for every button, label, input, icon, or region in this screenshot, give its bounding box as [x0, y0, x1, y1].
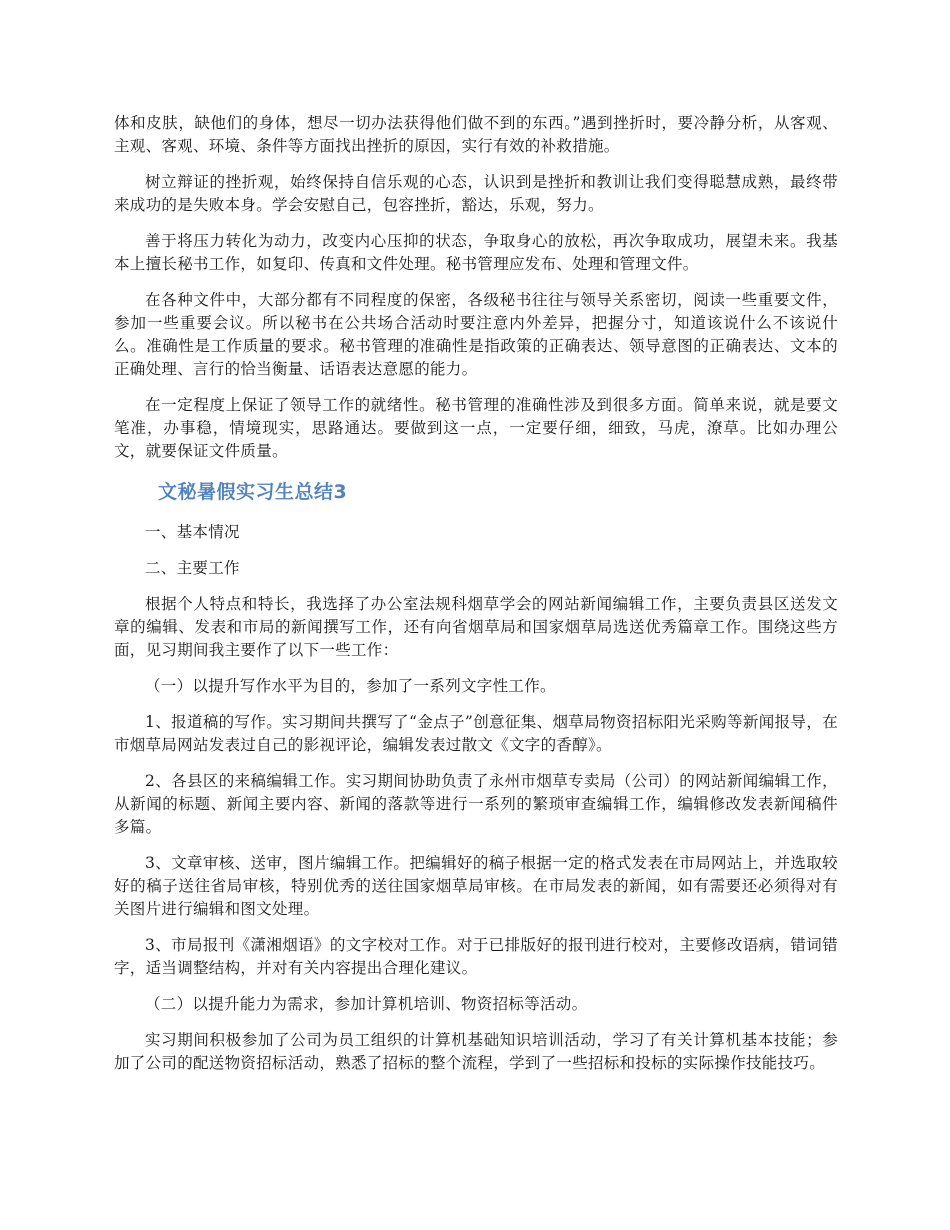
paragraph: 根据个人特点和特长，我选择了办公室法规科烟草学会的网站新闻编辑工作，主要负责县区送发文章的编辑、发表和市局的新闻撰写工作，还有向省烟草局和国家烟草局选送优秀篇章工作。围绕这些方面，见习期间我主要作了以下一些工作：	[114, 595, 838, 659]
paragraph: 2、各县区的来稿编辑工作。实习期间协助负责了永州市烟草专卖局（公司）的网站新闻编辑工作，从新闻的标题、新闻主要内容、新闻的落款等进行一系列的繁琐审查编辑工作，编辑修改发表新闻稿件多篇。	[114, 772, 838, 836]
paragraph: 在各种文件中，大部分都有不同程度的保密，各级秘书往往与领导关系密切，阅读一些重要文件，参加一些重要会议。所以秘书在公共场合活动时要注意内外差异，把握分寸，知道该说什么不该说什么。准确性是工作质量的要求。秘书管理的准确性是指政策的正确表达、领导意图的正确表达、文本的正确处理、言行的恰当衡量、话语表达意愿的能力。	[114, 291, 838, 378]
paragraph: 体和皮肤，缺他们的身体，想尽一切办法获得他们做不到的东西。”遇到挫折时，要冷静分析，从客观、主观、客观、环境、条件等方面找出挫折的原因，实行有效的补救措施。	[114, 114, 838, 155]
document-page	[114, 112, 838, 1088]
section-title: 文秘暑假实习生总结3	[158, 481, 348, 503]
paragraph: 一、基本情况	[145, 523, 240, 541]
paragraph: 3、文章审核、送审，图片编辑工作。把编辑好的稿子根据一定的格式发表在市局网站上，并选取较好的稿子送往省局审核，特别优秀的送往国家烟草局审核。在市局发表的新闻，如有需要还必须得对有关图片进行编辑和图文处理。	[114, 854, 838, 918]
paragraph: （一）以提升写作水平为目的，参加了一系列文字性工作。	[145, 677, 556, 695]
paragraph: 善于将压力转化为动力，改变内心压抑的状态，争取身心的放松，再次争取成功，展望未来。我基本上擅长秘书工作，如复印、传真和文件处理。秘书管理应发布、处理和管理文件。	[114, 232, 838, 273]
paragraph: 二、主要工作	[145, 559, 240, 577]
paragraph: 实习期间积极参加了公司为员工组织的计算机基础知识培训活动，学习了有关计算机基本技能；参加了公司的配送物资招标活动，熟悉了招标的整个流程，学到了一些招标和投标的实际操作技能技巧。	[114, 1031, 838, 1072]
paragraph: 3、市局报刊《潇湘烟语》的文字校对工作。对于已排版好的报刊进行校对，主要修改语病，错词错字，适当调整结构，并对有关内容提出合理化建议。	[114, 936, 838, 977]
paragraph: 1、报道稿的写作。实习期间共撰写了“金点子”创意征集、烟草局物资招标阳光采购等新闻报导，在市烟草局网站发表过自己的影视评论，编辑发表过散文《文字的香醇》。	[114, 713, 838, 754]
paragraph: 在一定程度上保证了领导工作的就绪性。秘书管理的准确性涉及到很多方面。简单来说，就是要文笔准，办事稳，情境现实，思路通达。要做到这一点，一定要仔细，细致，马虎，潦草。比如办理公文，就要保证文件质量。	[114, 396, 838, 460]
paragraph: 树立辩证的挫折观，始终保持自信乐观的心态，认识到是挫折和教训让我们变得聪慧成熟，最终带来成功的是失败本身。学会安慰自己，包容挫折，豁达，乐观，努力。	[114, 173, 838, 214]
paragraph: （二）以提升能力为需求，参加计算机培训、物资招标等活动。	[145, 995, 588, 1013]
